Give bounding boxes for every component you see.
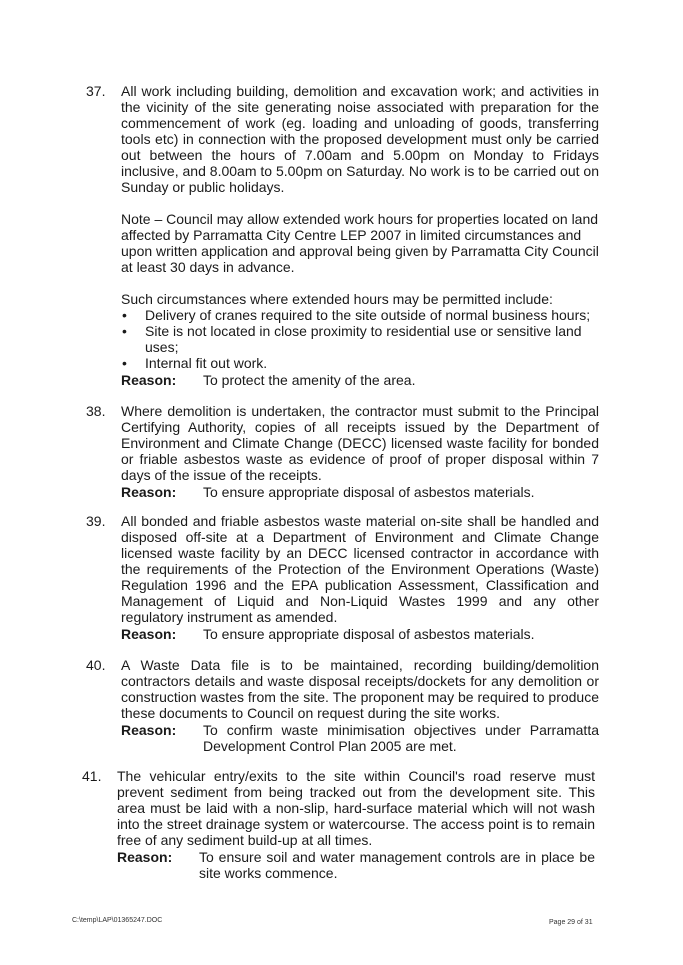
reason-row (121, 626, 599, 642)
condition-body (121, 657, 599, 754)
condition-note: Note – Council may allow extended work hours for properties located on land affected by Parramatta City Centre LEP 2007 in limited circumstances and upon written application and approval being given by Parramatta City Council at least 30 days in advance. (121, 211, 599, 275)
condition-body (121, 403, 599, 500)
condition-body (121, 83, 599, 388)
reason-label: Reason: (121, 484, 177, 500)
condition-number: 40. (86, 657, 106, 673)
reason-text: To ensure appropriate disposal of asbestos materials. (203, 484, 535, 500)
reason-label: Reason: (121, 722, 177, 738)
footer-page-number: Page 29 of 31 (549, 919, 593, 926)
condition-number: 38. (86, 403, 106, 419)
condition-body (121, 513, 599, 642)
reason-label: Reason: (121, 626, 177, 642)
bullets-intro: Such circumstances where extended hours may be permitted include: (121, 291, 553, 307)
reason-label: Reason: (121, 372, 177, 388)
bullet-list (121, 307, 599, 371)
reason-row (121, 722, 599, 754)
footer-file-path: C:\temp\LAP\01365247.DOC (72, 917, 163, 924)
bullet-item: • Delivery of cranes required to the site outside of normal business hours; (121, 307, 599, 323)
bullet-item: • Internal fit out work. (121, 355, 599, 371)
condition-number: 41. (82, 768, 102, 784)
condition-body (117, 768, 595, 881)
reason-text: To protect the amenity of the area. (203, 372, 416, 388)
condition-text: The vehicular entry/exits to the site within Council's road reserve must prevent sediment from being tracked out from the development site. This area must be laid with a non-slip, hard-surface material which will not wash into the street drainage system or watercourse. The access point is to remain free of any sediment build-up at all times. (117, 768, 595, 848)
reason-row (121, 372, 599, 388)
reason-text: To confirm waste minimisation objectives under Parramatta Development Control Plan 2005 are met. (203, 722, 599, 754)
condition-text: Where demolition is undertaken, the contractor must submit to the Principal Certifying Authority, copies of all receipts issued by the Department of Environment and Climate Change (DECC) licensed waste facility for bonded or friable asbestos waste as evidence of proof of proper disposal within 7 days of the issue of the receipts. (121, 403, 599, 483)
reason-row (121, 484, 599, 500)
condition-number: 37. (86, 83, 106, 99)
reason-label: Reason: (117, 849, 173, 865)
condition-number: 39. (86, 513, 106, 529)
condition-text: All work including building, demolition and excavation work; and activities in the vicinity of the site generating noise associated with preparation for the commencement of work (eg. loading and unloading of goods, transferring tools etc) in connection with the proposed development must only be carried out between the hours of 7.00am and 5.00pm on Monday to Fridays inclusive, and 8.00am to 5.00pm on Saturday. No work is to be carried out on Sunday or public holidays. (121, 83, 599, 195)
reason-text: To ensure soil and water management controls are in place be site works commence. (199, 849, 595, 881)
bullet-item: • Site is not located in close proximity to residential use or sensitive land uses; (121, 323, 599, 355)
condition-text: All bonded and friable asbestos waste material on-site shall be handled and disposed off-site at a Department of Environment and Climate Change licensed waste facility by an DECC licensed contractor in accordance with the requirements of the Protection of the Environment Operations (Waste) Regulation 1996 and the EPA publication Assessment, Classification and Management of Liquid and Non-Liquid Wastes 1999 and any other regulatory instrument as amended. (121, 513, 599, 625)
reason-text: To ensure appropriate disposal of asbestos materials. (203, 626, 535, 642)
condition-text: A Waste Data file is to be maintained, recording building/demolition contractors details and waste disposal receipts/dockets for any demolition or construction wastes from the site. The proponent may be required to produce these documents to Council on request during the site works. (121, 657, 599, 721)
reason-row (117, 849, 595, 881)
